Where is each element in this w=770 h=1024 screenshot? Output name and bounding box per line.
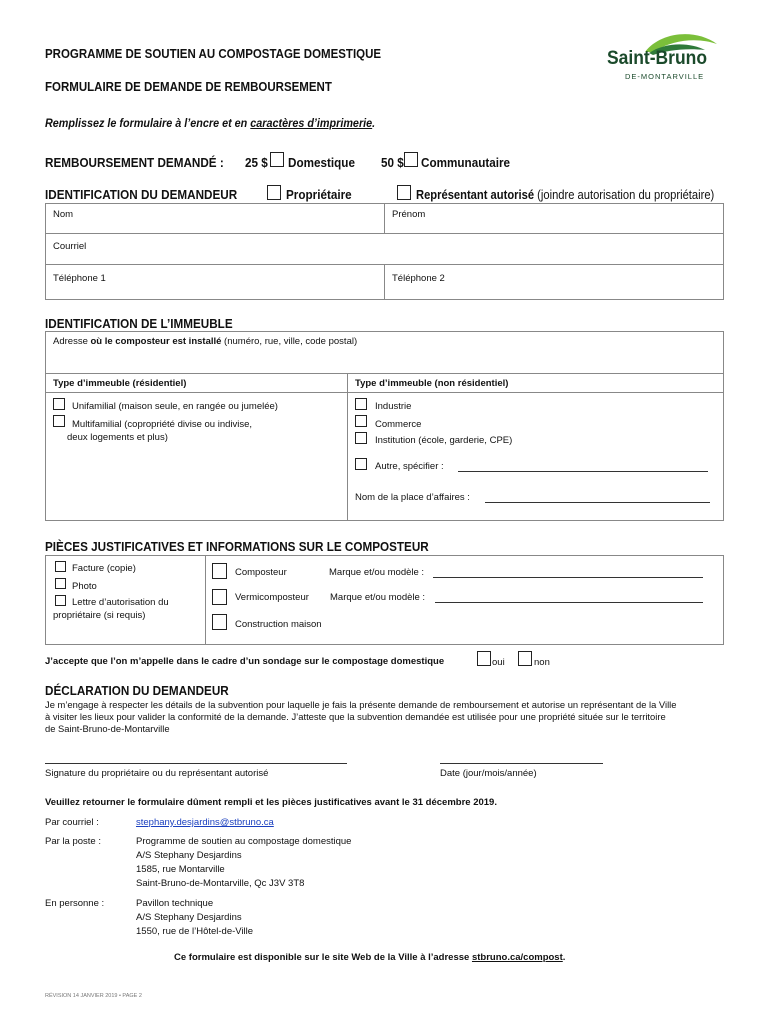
form-title: FORMULAIRE DE DEMANDE DE REMBOURSEMENT <box>45 80 332 94</box>
domestic-label: Domestique <box>288 155 355 170</box>
industry-label: Industrie <box>375 401 412 412</box>
brand-line-2[interactable] <box>435 602 703 603</box>
survey-yes-checkbox[interactable] <box>477 651 491 666</box>
community-checkbox[interactable] <box>404 152 418 167</box>
phone1-field[interactable]: Téléphone 1 <box>53 273 106 284</box>
person-label: En personne : <box>45 898 105 909</box>
declaration-line-3: de Saint-Bruno-de-Montarville <box>45 723 170 734</box>
photo-label: Photo <box>72 581 97 592</box>
homemade-checkbox[interactable] <box>212 614 227 630</box>
logo-name: Saint-Bruno <box>607 48 708 69</box>
signature-line[interactable] <box>45 763 347 764</box>
institution-checkbox[interactable] <box>355 432 367 444</box>
composter-label: Composteur <box>235 567 287 578</box>
divider <box>205 555 206 645</box>
website-note: Ce formulaire est disponible sur le site Web de la Ville à l’adresse stbruno.ca/compost. <box>174 952 566 963</box>
divider <box>45 233 724 234</box>
owner-checkbox[interactable] <box>267 185 281 200</box>
post-line-2: A/S Stephany Desjardins <box>136 850 242 861</box>
applicant-heading: IDENTIFICATION DU DEMANDEUR <box>45 187 238 202</box>
date-line[interactable] <box>440 763 603 764</box>
survey-text: J’accepte que l’on m’appelle dans le cadre d’un sondage sur le compostage domestique <box>45 656 445 667</box>
divider <box>384 203 385 233</box>
invoice-label: Facture (copie) <box>72 563 136 574</box>
nonresidential-heading: Type d’immeuble (non résidentiel) <box>355 378 509 389</box>
date-label: Date (jour/mois/année) <box>440 768 537 779</box>
commerce-checkbox[interactable] <box>355 415 367 427</box>
authorization-label-2: propriétaire (si requis) <box>53 610 146 621</box>
return-heading: Veuillez retourner le formulaire dûment rempli et les pièces justificatives avant le 31 décembre 2019. <box>45 797 497 808</box>
multi-family-label-1: Multifamilial (copropriété divise ou indivise, <box>72 419 253 430</box>
divider <box>45 373 724 374</box>
last-name-field[interactable]: Nom <box>53 209 74 220</box>
documents-heading: PIÈCES JUSTIFICATIVES ET INFORMATIONS SUR LE COMPOSTEUR <box>45 539 429 554</box>
post-line-1: Programme de soutien au compostage domestique <box>136 836 352 847</box>
brand-label-2: Marque et/ou modèle : <box>330 592 426 603</box>
representative-checkbox[interactable] <box>397 185 411 200</box>
institution-label: Institution (école, garderie, CPE) <box>375 435 513 446</box>
building-heading: IDENTIFICATION DE L’IMMEUBLE <box>45 316 233 331</box>
brand-label-1: Marque et/ou modèle : <box>329 567 425 578</box>
signature-label: Signature du propriétaire ou du représentant autorisé <box>45 768 269 779</box>
website-link[interactable]: stbruno.ca/compost <box>471 952 563 963</box>
survey-no-checkbox[interactable] <box>518 651 532 666</box>
address-field[interactable]: Adresse où le composteur est installé (numéro, rue, ville, code postal) <box>53 336 358 347</box>
post-label: Par la poste : <box>45 836 101 847</box>
post-line-4: Saint-Bruno-de-Montarville, Qc J3V 3T8 <box>136 878 305 889</box>
divider <box>347 373 348 521</box>
business-name-line[interactable] <box>485 502 710 503</box>
owner-label: Propriétaire <box>286 187 352 202</box>
residential-heading: Type d’immeuble (résidentiel) <box>53 378 187 389</box>
single-family-label: Unifamilial (maison seule, en rangée ou jumelée) <box>72 401 278 412</box>
post-line-3: 1585, rue Montarville <box>136 864 225 875</box>
other-checkbox[interactable] <box>355 458 367 470</box>
vermicomposter-checkbox[interactable] <box>212 589 227 605</box>
person-line-1: Pavillon technique <box>136 898 214 909</box>
multi-family-label-2: deux logements et plus) <box>67 432 168 443</box>
authorization-label-1: Lettre d’autorisation du <box>72 597 169 608</box>
person-line-3: 1550, rue de l’Hôtel-de-Ville <box>136 926 254 937</box>
amount-50: 50 $ <box>381 155 404 170</box>
reimbursement-label: REMBOURSEMENT DEMANDÉ : <box>45 155 224 170</box>
brand-line-1[interactable] <box>433 577 703 578</box>
other-line[interactable] <box>458 471 708 472</box>
city-logo <box>605 26 730 86</box>
instructions: Remplissez le formulaire à l’encre et en caractères d’imprimerie. <box>45 116 376 130</box>
authorization-checkbox[interactable] <box>55 595 66 606</box>
email-label: Par courriel : <box>45 817 99 828</box>
email-field[interactable]: Courriel <box>53 241 87 252</box>
declaration-heading: DÉCLARATION DU DEMANDEUR <box>45 683 229 698</box>
composter-checkbox[interactable] <box>212 563 227 579</box>
first-name-field[interactable]: Prénom <box>392 209 426 220</box>
multi-family-checkbox[interactable] <box>53 415 65 427</box>
industry-checkbox[interactable] <box>355 398 367 410</box>
declaration-line-1: Je m’engage à respecter les détails de la subvention pour laquelle je fais la présente demande de remboursement et autorise un représentant de la Ville <box>45 699 677 710</box>
amount-25: 25 $ <box>245 155 268 170</box>
domestic-checkbox[interactable] <box>270 152 284 167</box>
vermicomposter-label: Vermicomposteur <box>235 592 309 603</box>
other-label: Autre, spécifier : <box>375 461 444 472</box>
email-link[interactable]: stephany.desjardins@stbruno.ca <box>136 817 274 828</box>
person-line-2: A/S Stephany Desjardins <box>136 912 242 923</box>
business-name-label: Nom de la place d’affaires : <box>355 492 470 503</box>
declaration-line-2: à visiter les lieux pour valider la conformité de la demande. J’atteste que la subvention demandée est utilisée pour une propriété située sur le territoire <box>45 711 666 722</box>
survey-yes-label: oui <box>492 657 505 668</box>
homemade-label: Construction maison <box>235 619 322 630</box>
divider <box>384 264 385 300</box>
single-family-checkbox[interactable] <box>53 398 65 410</box>
community-label: Communautaire <box>421 155 511 170</box>
survey-no-label: non <box>534 657 550 668</box>
revision-note: RÉVISION 14 JANVIER 2019 • PAGE 2 <box>45 993 142 999</box>
invoice-checkbox[interactable] <box>55 561 66 572</box>
logo-sub: DE-MONTARVILLE <box>625 72 705 81</box>
commerce-label: Commerce <box>375 419 422 430</box>
form-program-title: PROGRAMME DE SOUTIEN AU COMPOSTAGE DOMESTIQUE <box>45 47 382 61</box>
divider <box>45 392 724 393</box>
photo-checkbox[interactable] <box>55 578 66 589</box>
representative-label: Représentant autorisé (joindre autorisation du propriétaire) <box>416 187 715 202</box>
phone2-field[interactable]: Téléphone 2 <box>392 273 445 284</box>
